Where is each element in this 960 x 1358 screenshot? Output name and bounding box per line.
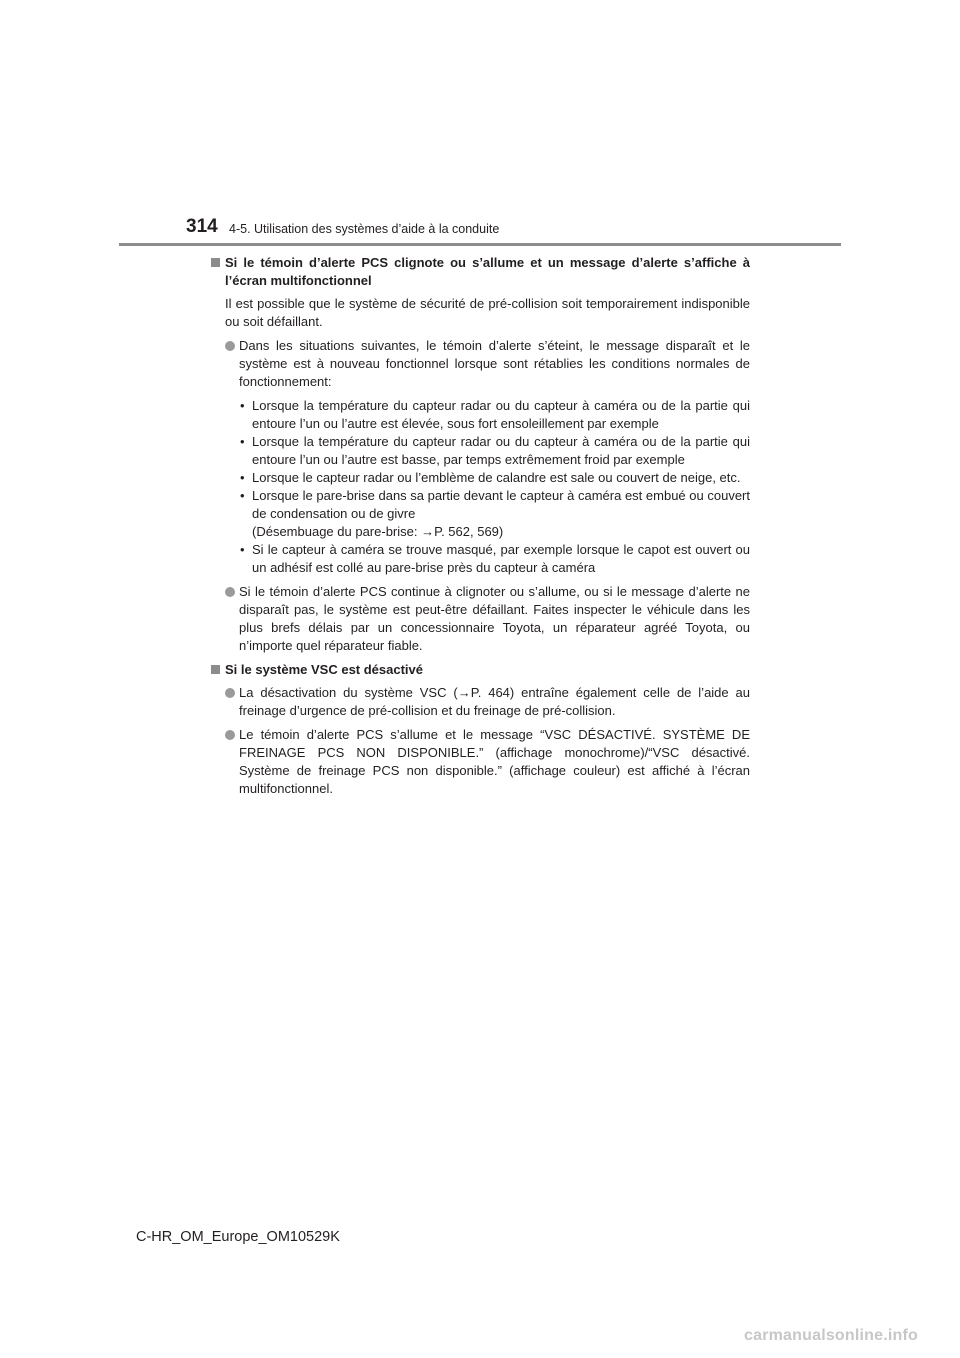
- dot-marker-icon: •: [240, 398, 245, 413]
- bullet-item: [210, 684, 750, 720]
- watermark: carmanualsonline.info: [744, 1327, 919, 1344]
- list-item: [210, 397, 750, 433]
- header-divider: [119, 243, 841, 246]
- heading-pcs-warning-text: Si le témoin d’alerte PCS clignote ou s’allume et un message d’alerte s’affiche à l’écran multifonctionnel: [225, 255, 750, 288]
- dot-marker-icon: •: [240, 434, 245, 449]
- bullet-text: Le témoin d’alerte PCS s’allume et le message “VSC DÉSACTIVÉ. SYSTÈME DE FREINAGE PCS NON DISPONIBLE.” (affichage monochrome)/“VSC désactivé. Système de freinage PCS non disponible.” (affichage couleur) est affiché à l’écran multifonctionnel.: [239, 727, 750, 796]
- bullet-item: [210, 583, 750, 655]
- page-body: [210, 254, 750, 804]
- list-item-text: Si le capteur à caméra se trouve masqué, par exemple lorsque le capot est ouvert ou un adhésif est collé au pare-brise près du capteur à caméra: [252, 542, 750, 575]
- paragraph-pcs-intro: Il est possible que le système de sécurité de pré-collision soit temporairement indisponible ou soit défaillant.: [225, 296, 750, 329]
- page-number: 314: [186, 216, 218, 237]
- heading-pcs-warning: [210, 254, 750, 290]
- list-item-text: Lorsque la température du capteur radar ou du capteur à caméra ou de la partie qui entoure l’un ou l’autre est élevée, sous fort ensoleillement par exemple: [252, 398, 750, 431]
- bullet-item: [210, 726, 750, 798]
- list-item-text: Lorsque la température du capteur radar ou du capteur à caméra ou de la partie qui entoure l’un ou l’autre est basse, par temps extrêmement froid par exemple: [252, 434, 750, 467]
- square-bullet-icon: [211, 258, 220, 267]
- bullet-text: La désactivation du système VSC (→P. 464) entraîne également celle de l’aide au freinage d’urgence de pré-collision et du freinage de pré-collision.: [239, 685, 750, 718]
- dot-marker-icon: •: [240, 488, 245, 503]
- list-item-text: Lorsque le capteur radar ou l’emblème de calandre est sale ou couvert de neige, etc.: [252, 470, 741, 485]
- section-title: 4-5. Utilisation des systèmes d’aide à la conduite: [229, 222, 500, 236]
- bullet-item: [210, 337, 750, 391]
- heading-vsc-off-text: Si le système VSC est désactivé: [225, 662, 424, 677]
- condition-list: [210, 397, 750, 577]
- document-code: C-HR_OM_Europe_OM10529K: [136, 1229, 340, 1245]
- heading-vsc-off: [210, 661, 750, 679]
- circle-bullet-icon: [225, 587, 235, 597]
- bullet-text: Dans les situations suivantes, le témoin d’alerte s’éteint, le message disparaît et le système est à nouveau fonctionnel lorsque sont rétablies les conditions normales de fonctionnement:: [239, 338, 750, 389]
- circle-bullet-icon: [225, 688, 235, 698]
- list-item: [210, 487, 750, 541]
- circle-bullet-icon: [225, 730, 235, 740]
- dot-marker-icon: •: [240, 470, 245, 485]
- dot-marker-icon: •: [240, 542, 245, 557]
- list-item-text: Lorsque le pare-brise dans sa partie devant le capteur à caméra est embué ou couvert de condensation ou de givre: [252, 488, 750, 521]
- page-reference-link[interactable]: (Désembuage du pare-brise: →P. 562, 569): [252, 524, 504, 539]
- list-item: [210, 469, 750, 487]
- bullet-text: Si le témoin d’alerte PCS continue à clignoter ou s’allume, ou si le message d’alerte ne disparaît pas, le système est peut-être défaillant. Faites inspecter le véhicule dans les plus brefs délais par un concessionnaire Toyota, un réparateur agréé Toyota, ou n’importe quel réparateur fiable.: [239, 584, 750, 653]
- circle-bullet-icon: [225, 341, 235, 351]
- list-item: [210, 433, 750, 469]
- list-item: [210, 541, 750, 577]
- square-bullet-icon: [211, 665, 220, 674]
